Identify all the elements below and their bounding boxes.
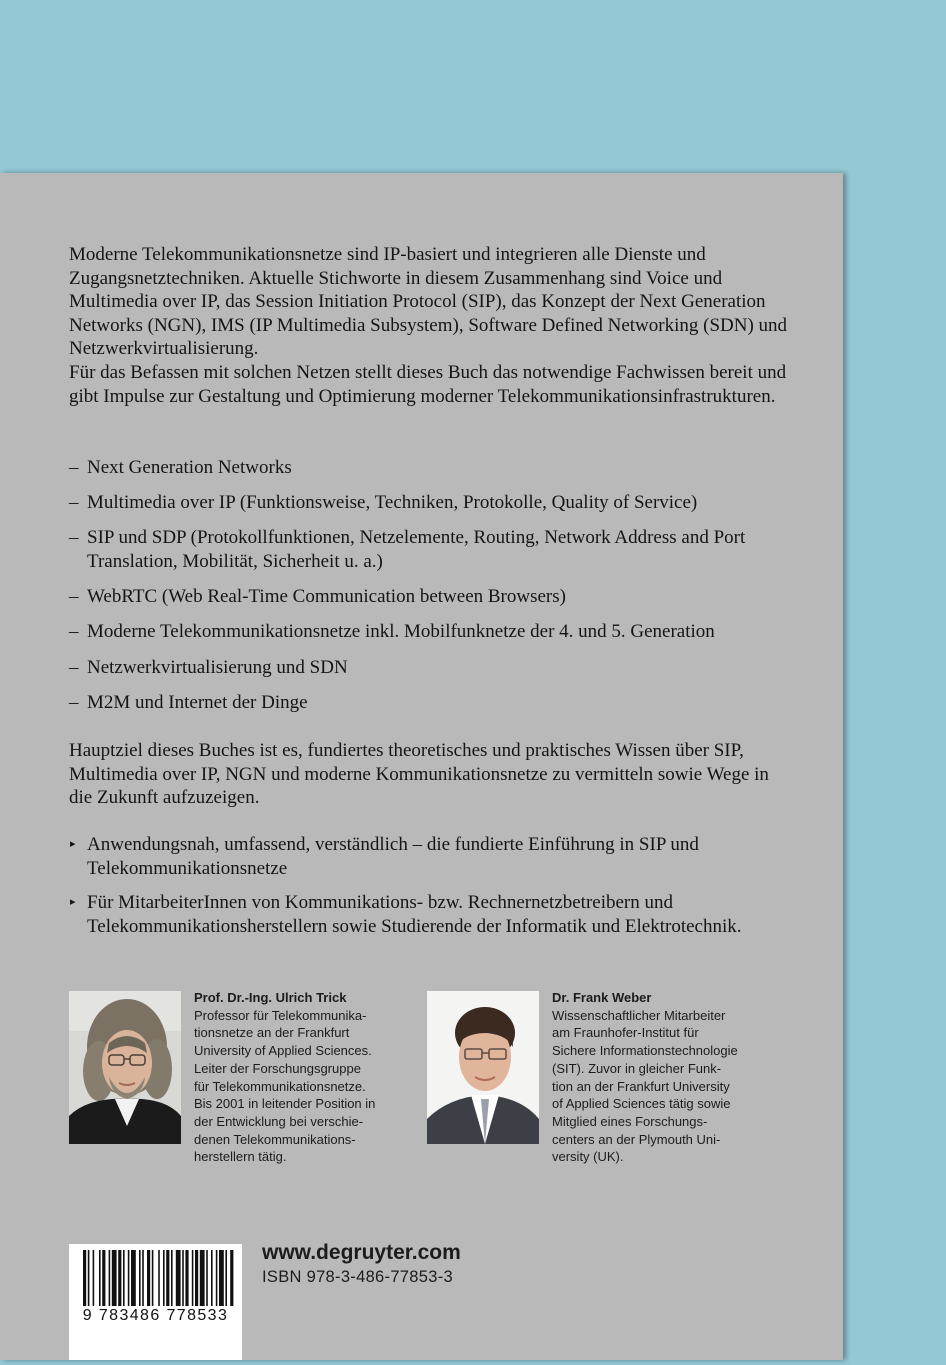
barcode-bar xyxy=(195,1250,198,1306)
intro-text xyxy=(69,243,789,408)
barcode-digits: 9 783486 778533 xyxy=(82,1307,229,1324)
list-item: – M2M und Internet der Dinge xyxy=(69,691,308,713)
barcode-bar xyxy=(211,1250,213,1306)
barcode-bar xyxy=(225,1250,227,1306)
barcode-bar xyxy=(123,1250,125,1306)
barcode-bar xyxy=(176,1250,181,1306)
barcode-bar xyxy=(206,1250,208,1306)
dash-marker: – xyxy=(69,527,79,549)
dash-marker: – xyxy=(69,492,79,514)
barcode-bar xyxy=(171,1250,173,1306)
author-name: Prof. Dr.-Ing. Ulrich Trick xyxy=(194,990,347,1005)
barcode-bar xyxy=(147,1250,150,1306)
author-photo-weber xyxy=(427,991,539,1144)
author-description: Professor für Telekommunika- tionsnetze an der Frankfurt University of Applied Sciences. Leiter der Forschungsgruppe für Telekommunikationsnetze. Bis 2001 in leitender Position in der Entwicklung bei verschie- denen Telekommunikations- herstellern tätig. xyxy=(194,1007,376,1165)
list-item: – Moderne Telekommunikationsnetze inkl. Mobilfunknetze der 4. und 5. Generation xyxy=(69,621,715,643)
list-item: – Netzwerkvirtualisierung und SDN xyxy=(69,656,348,678)
author-bio-weber xyxy=(552,989,792,1166)
isbn-number: ISBN 978-3-486-77853-3 xyxy=(262,1268,453,1286)
topic-list xyxy=(69,456,789,726)
barcode-bar xyxy=(118,1250,121,1306)
list-item: – Next Generation Networks xyxy=(69,457,292,478)
publisher-url[interactable]: www.degruyter.com xyxy=(262,1241,461,1264)
barcode-bar xyxy=(128,1250,130,1306)
barcode-bar xyxy=(185,1250,188,1306)
author-bio-trick xyxy=(194,989,434,1166)
author-description: Wissenschaftlicher Mitarbeiter am Fraunhofer-Institut für Sichere Informationstechnologie (SIT). Zuvor in gleicher Funk- tion an der Frankfurt University of Applied Sciences tätig sowie Mitglied eines Forschungs- centers an der Plymouth Uni- versity (UK). xyxy=(552,1007,738,1165)
barcode-bar xyxy=(163,1250,165,1306)
dash-marker: – xyxy=(69,621,79,643)
barcode-bar xyxy=(152,1250,154,1306)
barcode-bar xyxy=(112,1250,117,1306)
list-item: – SIP und SDP (Protokollfunktionen, Netzelemente, Routing, Network Address and Port Translation, Mobilität, Sicherheit u. a.) xyxy=(69,527,746,572)
barcode-bar xyxy=(83,1250,86,1306)
barcode-bar xyxy=(200,1250,205,1306)
barcode-bars xyxy=(69,1244,242,1360)
list-item: – Multimedia over IP (Funktionsweise, Techniken, Protokolle, Quality of Service) xyxy=(69,492,698,514)
barcode-bar xyxy=(139,1250,141,1306)
goal-paragraph: Hauptziel dieses Buches ist es, fundiertes theoretisches und praktisches Wissen über SIP, Multimedia over IP, NGN und moderne Kommunikationsnetze zu vermitteln sowie Wege in die Zukunft aufzuzeigen. xyxy=(69,740,769,809)
barcode-bar xyxy=(158,1250,160,1306)
dash-marker: – xyxy=(69,691,79,713)
barcode-bar xyxy=(102,1250,105,1306)
barcode-bar xyxy=(192,1250,194,1306)
barcode-bar xyxy=(182,1250,184,1306)
barcode-bar xyxy=(166,1250,169,1306)
barcode-bar xyxy=(142,1250,144,1306)
isbn-barcode xyxy=(69,1244,242,1360)
dash-marker: – xyxy=(69,457,79,478)
dash-marker: – xyxy=(69,656,79,678)
list-item: – WebRTC (Web Real-Time Communication between Browsers) xyxy=(69,586,566,608)
intro-paragraph-2: Für das Befassen mit solchen Netzen stellt dieses Buch das notwendige Fachwissen bereit und gibt Impulse zur Gestaltung und Optimierung moderner Telekommunikationsinfrastrukturen. xyxy=(69,361,787,407)
dash-marker: – xyxy=(69,586,79,608)
barcode-bar xyxy=(131,1250,136,1306)
list-item: ▸ Für MitarbeiterInnen von Kommunikations- bzw. Rechnernetzbetreibern und Telekommunikationsherstellern sowie Studierende der Informatik und Elektrotechnik. xyxy=(70,892,742,937)
barcode-bar xyxy=(99,1250,101,1306)
author-photo-trick xyxy=(69,991,181,1144)
feature-list xyxy=(69,833,789,949)
barcode-bar xyxy=(216,1250,218,1306)
barcode-bar xyxy=(219,1250,224,1306)
barcode-bar xyxy=(88,1250,90,1306)
barcode-bar xyxy=(93,1250,95,1306)
barcode-bar xyxy=(230,1250,233,1306)
list-item: ▸ Anwendungsnah, umfassend, verständlich – die fundierte Einführung in SIP und Telekommunikationsnetze xyxy=(70,834,699,879)
intro-paragraph-1: Moderne Telekommunikationsnetze sind IP-basiert und integrieren alle Dienste und Zugangsnetztechniken. Aktuelle Stichworte in diesem Zusammenhang sind Voice und Multimedia over IP, das Session Initiation Protocol (SIP), das Konzept der Next Generation Networks (NGN), IMS (IP Multimedia Subsystem), Software Defined Networking (SDN) und Netzwerkvirtualisierung. xyxy=(69,244,788,360)
triangle-bullet-icon: ▸ xyxy=(70,896,76,909)
author-name: Dr. Frank Weber xyxy=(552,990,652,1005)
barcode-bar xyxy=(109,1250,111,1306)
triangle-bullet-icon: ▸ xyxy=(70,838,76,850)
